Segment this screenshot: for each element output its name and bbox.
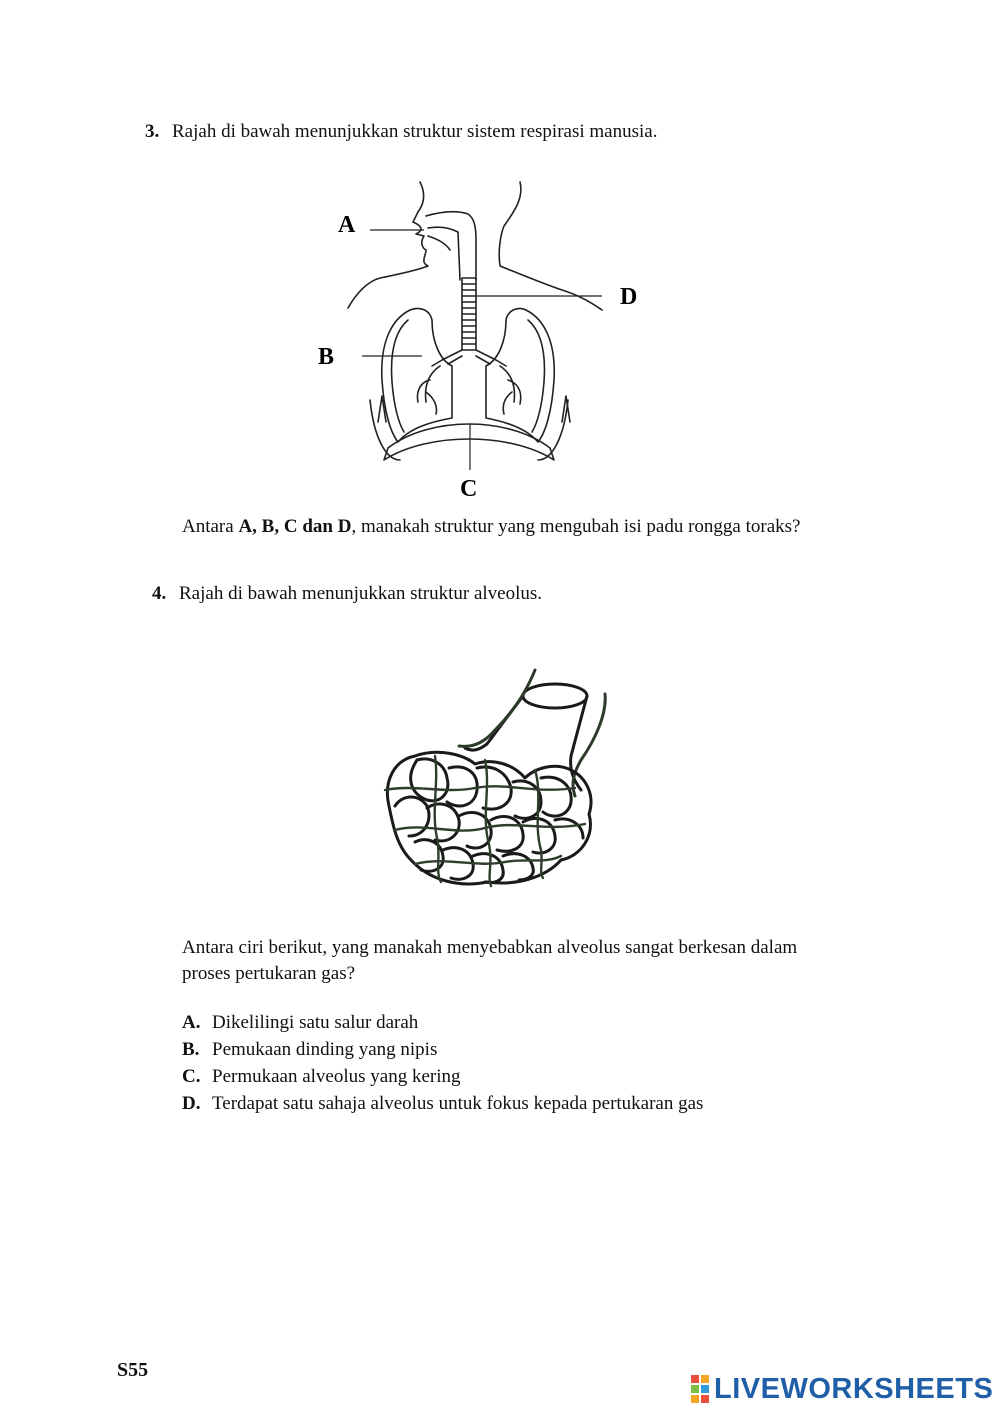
option-b-text: Pemukaan dinding yang nipis [212,1039,438,1060]
diagram-label-a: A [338,212,356,238]
option-c[interactable] [182,1064,461,1090]
question-3-prompt-options: A, B, C dan D [238,516,352,537]
option-d[interactable] [182,1091,703,1117]
question-3-number: 3. [145,121,160,142]
option-b[interactable] [182,1037,437,1063]
option-d-letter: D. [182,1093,201,1114]
question-3-prompt-start: Antara [182,516,239,537]
question-4-text: Rajah di bawah menunjukkan struktur alveolus. [179,583,543,604]
question-4-prompt [182,935,797,987]
option-d-text: Terdapat satu sahaja alveolus untuk fokus kepada pertukaran gas [212,1093,704,1114]
diagram-label-d: D [620,284,638,310]
question-3-prompt-end: , manakah struktur yang mengubah isi padu rongga toraks? [351,516,801,537]
question-4-prompt-line-2: proses pertukaran gas? [182,963,356,984]
option-a[interactable] [182,1010,418,1036]
alveolus-diagram [375,660,625,910]
question-3-prompt [182,514,800,540]
logo-tiles-icon [690,1374,710,1404]
option-b-letter: B. [182,1039,200,1060]
diagram-label-c: C [460,476,478,502]
option-a-text: Dikelilingi satu salur darah [212,1012,419,1033]
diagram-label-b: B [318,344,335,370]
question-3-header [145,119,657,145]
liveworksheets-logo[interactable] [690,1372,993,1406]
question-4-number: 4. [152,583,167,604]
question-3-text: Rajah di bawah menunjukkan struktur sistem respirasi manusia. [172,121,658,142]
brand-name: LIVEWORKSHEETS [714,1372,994,1405]
page-number: S55 [117,1359,149,1381]
option-c-letter: C. [182,1066,201,1087]
option-a-letter: A. [182,1012,201,1033]
respiratory-system-diagram [300,170,660,510]
question-4-header [152,581,542,607]
question-4-prompt-line-1: Antara ciri berikut, yang manakah menyebabkan alveolus sangat berkesan dalam [182,937,798,958]
option-c-text: Permukaan alveolus yang kering [212,1066,461,1087]
